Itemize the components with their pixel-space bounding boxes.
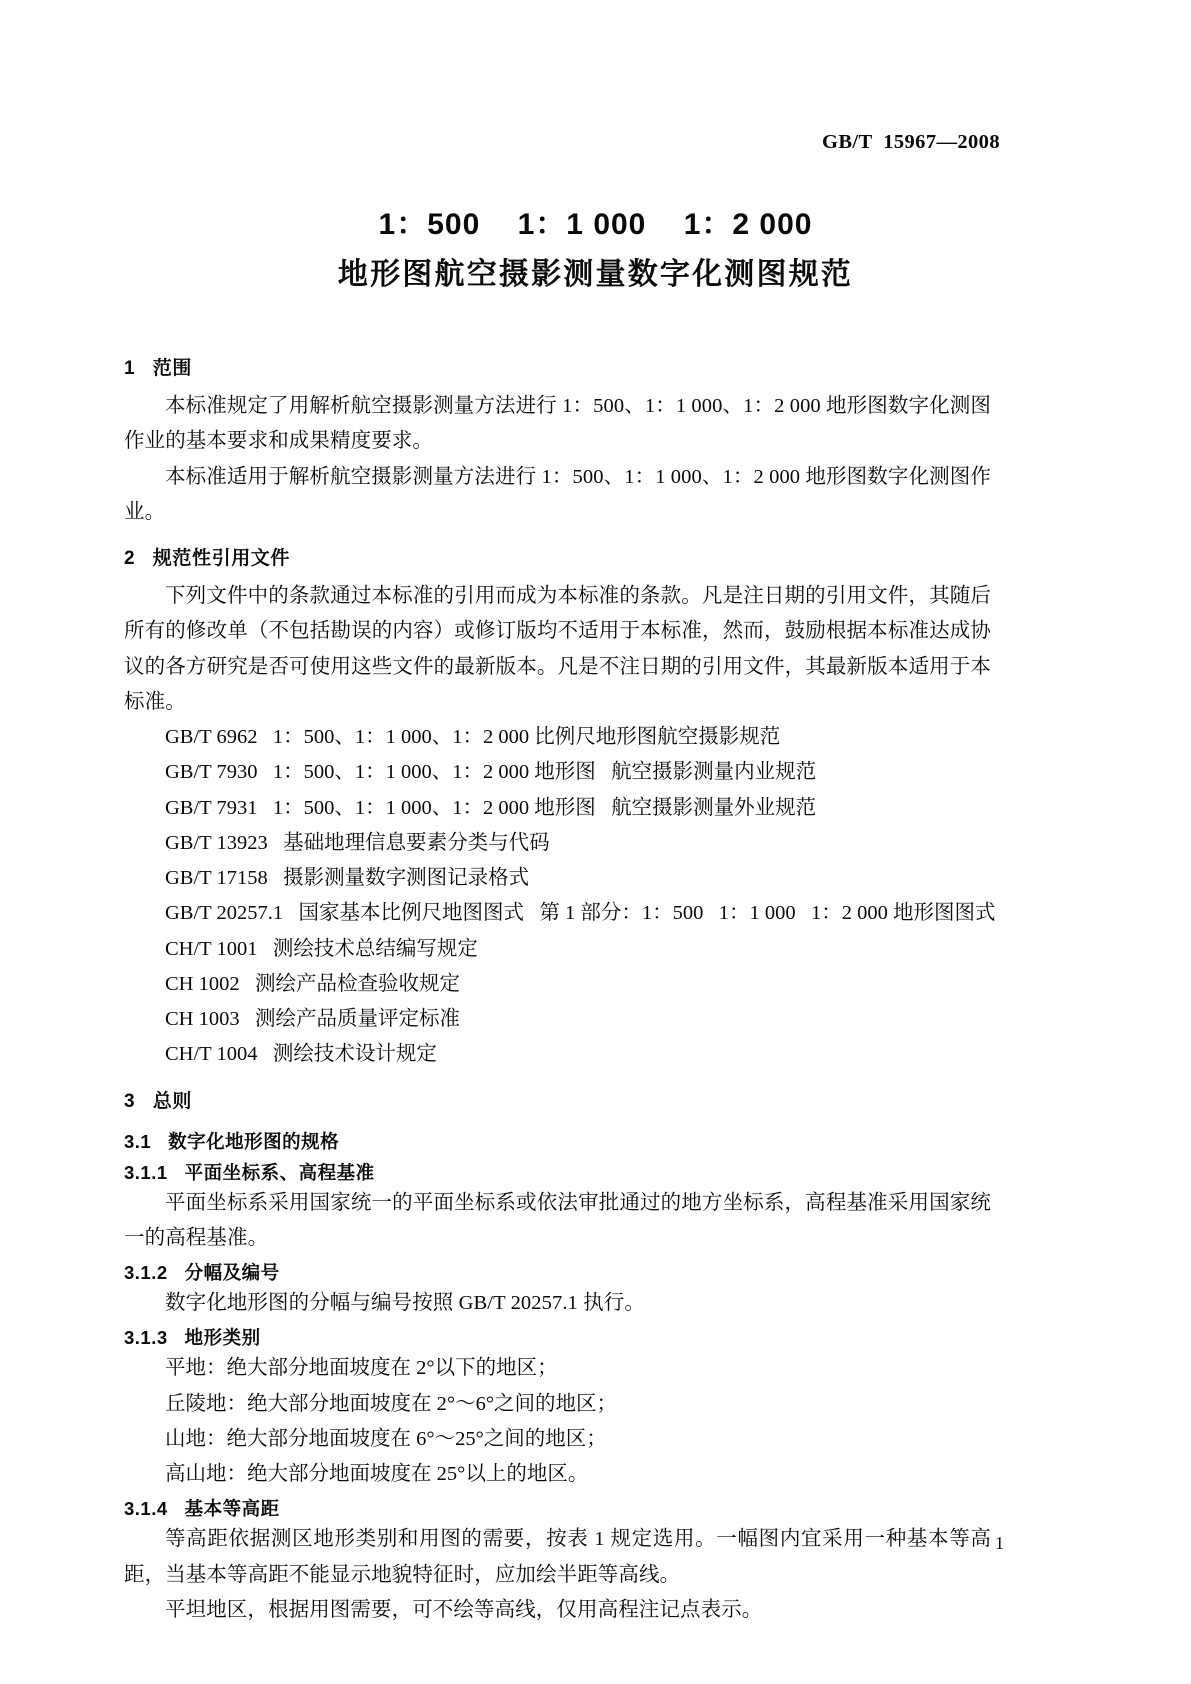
section-2-heading: 2 规范性引用文件	[124, 548, 291, 569]
section-3-1-2-paragraph: 数字化地形图的分幅与编号按照 GB/T 20257.1 执行。	[165, 1292, 645, 1314]
reference-item: CH/T 1001 测绘技术总结编写规定	[165, 937, 478, 960]
section-3-heading: 3 总则	[124, 1090, 193, 1112]
reference-item: CH/T 1004 测绘技术设计规定	[165, 1043, 437, 1066]
terrain-class-item: 平地：绝大部分地面坡度在 2°以下的地区；	[165, 1357, 558, 1380]
section-3-1-heading: 3.1 数字化地形图的规格	[124, 1130, 340, 1152]
standard-number: GB/T 15967—2008	[821, 131, 1000, 153]
reference-item: GB/T 13923 基础地理信息要素分类与代码	[165, 831, 550, 854]
title-scales: 1：500 1：1 000 1：2 000	[378, 208, 813, 241]
terrain-class-item: 丘陵地：绝大部分地面坡度在 2°～6°之间的地区；	[165, 1392, 618, 1415]
reference-item: GB/T 17158 摄影测量数字测图记录格式	[165, 867, 530, 889]
section-1-paragraph-2: 本标准适用于解析航空摄影测量方法进行 1：500、1：1 000、1：2 000 地形图数字化测图作业。	[124, 465, 991, 523]
section-3-1-4-paragraph-2: 平坦地区，根据用图需要，可不绘等高线，仅用高程注记点表示。	[165, 1598, 763, 1621]
section-2-paragraph-1: 下列文件中的条款通过本标准的引用而成为本标准的条款。凡是注日期的引用文件，其随后所有的修改单（不包括勘误的内容）或修订版均不适用于本标准，然而，鼓励根据本标准达成协议的各方研究是否可使用这些文件的最新版本。凡是不注日期的引用文件，其最新版本适用于本标准。	[124, 585, 991, 713]
document-header	[0, 108, 1000, 177]
section-3-1-3-heading: 3.1.3 地形类别	[124, 1327, 261, 1349]
section-3-1-1-heading: 3.1.1 平面坐标系、高程基准	[124, 1161, 375, 1183]
section-3-1-4-heading: 3.1.4 基本等高距	[124, 1498, 280, 1520]
reference-item: GB/T 7931 1：500、1：1 000、1：2 000 地形图 航空摄影测量外业规范	[165, 796, 817, 819]
page-title: 地形图航空摄影测量数字化测图规范	[337, 257, 854, 291]
section-1-paragraph-1: 本标准规定了用解析航空摄影测量方法进行 1：500、1：1 000、1：2 000 地形图数字化测图作业的基本要求和成果精度要求。	[124, 395, 991, 453]
document-body	[124, 340, 996, 1628]
reference-item: GB/T 20257.1 国家基本比例尺地图图式 第 1 部分：1：500 1：1 000 1：2 000 地形图图式	[165, 902, 996, 925]
reference-item: GB/T 7930 1：500、1：1 000、1：2 000 地形图 航空摄影测量内业规范	[165, 761, 817, 784]
reference-item: CH 1002 测绘产品检查验收规定	[165, 972, 460, 995]
section-3-1-2-heading: 3.1.2 分幅及编号	[124, 1262, 280, 1283]
section-3-1-1-paragraph: 平面坐标系采用国家统一的平面坐标系或依法审批通过的地方坐标系，高程基准采用国家统一的高程基准。	[124, 1191, 991, 1249]
reference-item: CH 1003 测绘产品质量评定标准	[165, 1008, 460, 1030]
section-3-1-4-paragraph-1: 等高距依据测区地形类别和用图的需要，按表 1 规定选用。一幅图内宜采用一种基本等高距，当基本等高距不能显示地貌特征时，应加绘半距等高线。	[124, 1528, 991, 1586]
reference-item: GB/T 6962 1：500、1：1 000、1：2 000 比例尺地形图航空摄影规范	[165, 726, 781, 748]
page-number: 1	[995, 1533, 1004, 1553]
terrain-class-item: 山地：绝大部分地面坡度在 6°～25°之间的地区；	[165, 1427, 607, 1450]
section-1-heading: 1 范围	[124, 358, 193, 379]
title-block	[0, 205, 1191, 295]
terrain-class-item: 高山地：绝大部分地面坡度在 25°以上的地区。	[165, 1463, 589, 1485]
